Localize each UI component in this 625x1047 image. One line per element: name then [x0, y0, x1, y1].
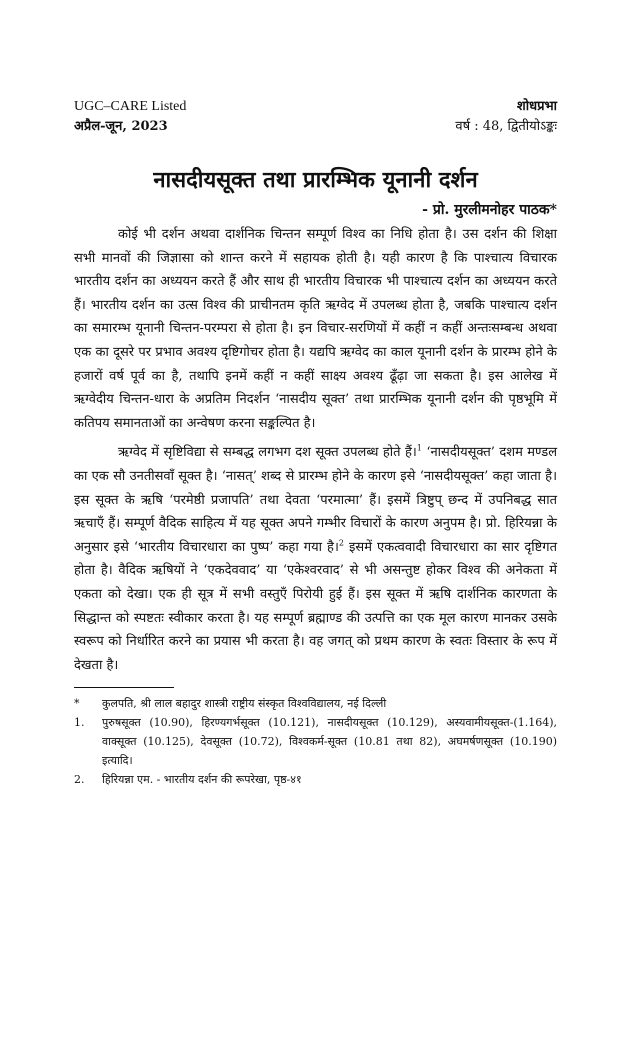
paragraph-2-part-a: ऋग्वेद में सृष्टिविद्या से सम्बद्ध लगभग दश सूक्त उपलब्ध होते हैं।: [118, 445, 417, 461]
footnote-author: [74, 694, 557, 713]
header-left: [74, 97, 186, 137]
journal-name: शोधप्रभा: [516, 99, 557, 114]
paragraph-2-part-c: इसमें एकत्ववादी विचारधारा का सार दृष्टिगत होता है। वैदिक ऋषियों ने ‘एकदेववाद’ या ‘एकेश्वरवाद’ से भी असन्तुष्ट होकर विश्व की अनेकता में एकता को देखा। एक ही सूत्र में सभी वस्तुएँ पिरोयी हुई हैं। इस सूक्त में ऋषि दार्शनिक कारणता के सिद्धान्त को स्पष्टतः स्वीकार करता है। यह सम्पूर्ण ब्रह्माण्ड की उत्पत्ति का एक मूल कारण मानकर उसके स्वरूप को निर्धारित करने का प्रयास भी करता है। वह जगत् को प्रथम कारण के स्वतः विस्तार के रूप में देखता है।: [74, 539, 558, 673]
footnote-ref-1: 1: [416, 444, 422, 454]
body-paragraph-2: [74, 441, 557, 677]
footnote-marker: *: [74, 697, 80, 711]
footnote-1: [74, 713, 557, 770]
page-header: [74, 97, 557, 145]
ugc-care-label: UGC–CARE Listed: [74, 99, 187, 114]
footnote-marker: 1.: [74, 716, 85, 730]
paragraph-2-part-b: ‘नासदीयसूक्त’ दशम मण्डल का एक सौ उनतीसवाँ सूक्त है। ‘नासत्’ शब्द से प्रारम्भ होने के कारण इसे ‘नासदीयसूक्त’ कहा जाता है। इस सूक्त के ऋषि ‘परमेष्ठी प्रजापति’ तथा देवता ‘परमात्मा’ हैं। इसमें त्रिष्टुप् छन्द में उपनिबद्ध सात ऋचाएँ हैं। सम्पूर्ण वैदिक साहित्य में यह सूक्त अपने गम्भीर विचारों के कारण अनुपम है। प्रो. हिरियन्ना के अनुसार इसे ‘भारतीय विचारधारा का पुष्प’ कहा गया है।: [74, 445, 558, 555]
header-right: [455, 97, 557, 137]
footnote-text: हिरियन्ना एम. - भारतीय दर्शन की रूपरेखा, पृष्ठ-४१: [102, 773, 302, 787]
volume-issue: वर्ष : 48, द्वितीयोऽङ्कः: [455, 119, 557, 134]
article-title: नासदीयसूक्त तथा प्रारम्भिक यूनानी दर्शन: [153, 167, 478, 193]
article-author: - प्रो. मुरलीमनोहर पाठक*: [422, 202, 557, 218]
journal-page: [0, 97, 625, 1047]
issue-period: अप्रैल-जून, 2023: [74, 119, 168, 134]
footnote-divider: [74, 687, 174, 688]
footnote-text: कुलपति, श्री लाल बहादुर शास्त्री राष्ट्रीय संस्कृत विश्वविद्यालय, नई दिल्ली: [102, 697, 387, 711]
footnote-text: पुरुषसूक्त (10.90), हिरण्यगर्भसूक्त (10.121), नासदीयसूक्त (10.129), अस्यवामीयसूक्त-(1.164), वाक्सूक्त (10.125), देवसूक्त (10.72), विश्वकर्म-सूक्त (10.81 तथा 82), अघमर्षणसूक्त (10.190) इत्यादि।: [102, 716, 557, 768]
body-paragraph-1: कोई भी दर्शन अथवा दार्शनिक चिन्तन सम्पूर्ण विश्व का निधि होता है। उस दर्शन की शिक्षा सभी मानवों की जिज्ञासा को शान्त करने में सहायक होती है। यही कारण है कि पाश्चात्य विचारक भारतीय दर्शन का अध्ययन करते हैं और साथ ही भारतीय विचारक भी पाश्चात्य दर्शन का अध्ययन करते हैं। भारतीय दर्शन का उत्स विश्व की प्राचीनतम कृति ऋग्वेद में उपलब्ध होता है, जबकि पाश्चात्य दर्शन का समारम्भ यूनानी चिन्तन-परम्परा से होता है। इन विचार-सरणियों में कहीं न कहीं अन्तःसम्बन्ध अथवा एक का दूसरे पर प्रभाव अवश्य दृष्टिगोचर होता है। यद्यपि ऋग्वेद का काल यूनानी दर्शन के प्रारम्भ होने के हजारों वर्ष पूर्व का है, तथापि इनमें कहीं न कहीं साक्ष्य अवश्य ढूँढ़ा जा सकता है। इस आलेख में ऋग्वेदीय चिन्तन-धारा के अप्रतिम निदर्शन ‘नासदीय सूक्त’ तथा प्रारम्भिक यूनानी दर्शन की पृष्ठभूमि में कतिपय समानताओं का अन्वेषण करना सङ्कल्पित है।: [74, 227, 557, 431]
footnote-ref-2: 2: [338, 538, 344, 548]
footnote-2: [74, 770, 557, 789]
footnote-marker: 2.: [74, 773, 85, 787]
